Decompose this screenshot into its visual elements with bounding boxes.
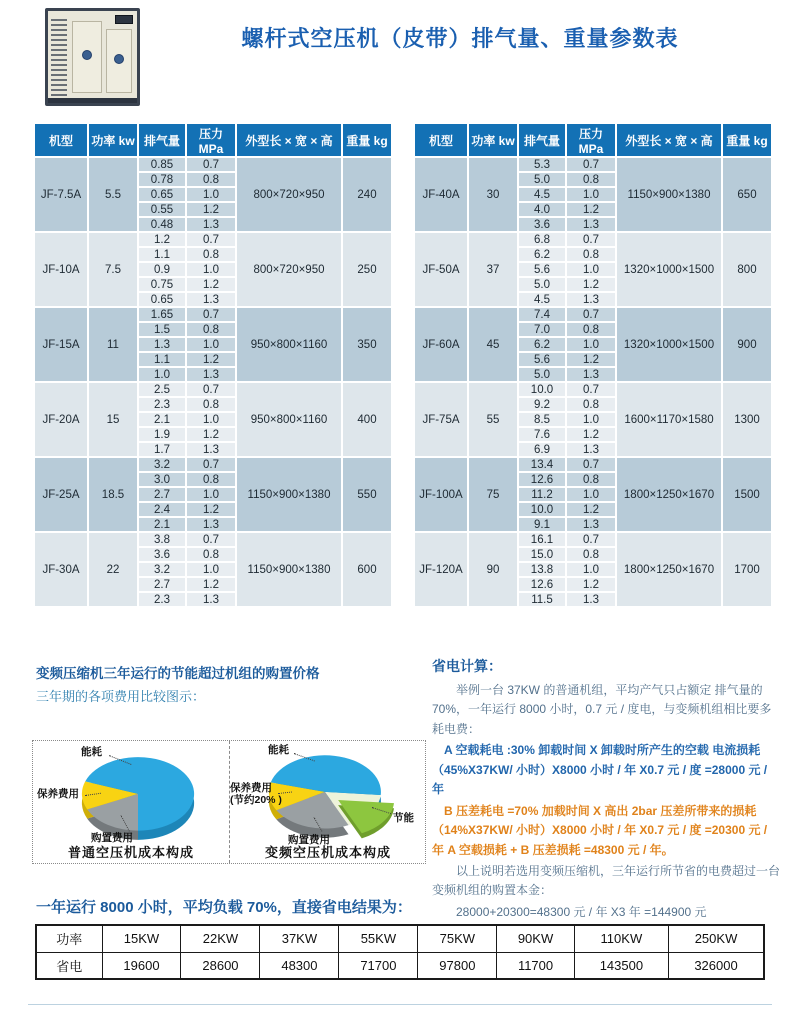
spec-header-cell: 功率 kw	[469, 124, 517, 156]
spec-header-cell: 压力 MPa	[187, 124, 235, 156]
result-table-body	[36, 925, 764, 979]
pie-label-purchase: 购置费用	[288, 834, 330, 846]
brand-logo-dot	[114, 54, 124, 64]
pressure-cell: 1.3	[187, 293, 235, 306]
pie-caption-normal: 普通空压机成本构成	[67, 845, 194, 860]
result-power-cell: 55KW	[339, 925, 418, 952]
displacement-cell: 3.2	[139, 458, 185, 471]
model-cell: JF-75A	[415, 383, 467, 456]
vent-grille	[51, 19, 67, 97]
spec-row	[415, 458, 771, 471]
displacement-cell: 5.3	[519, 158, 565, 171]
displacement-cell: 16.1	[519, 533, 565, 546]
pressure-cell: 1.2	[567, 503, 615, 516]
spec-table-left	[33, 122, 393, 608]
power-cell: 37	[469, 233, 517, 306]
spec-header-cell: 压力 MPa	[567, 124, 615, 156]
saving-calc-para2: 以上说明若选用变频压缩机，三年运行所节省的电费超过一台变频机组的购置本金：	[432, 863, 781, 898]
brand-logo-dot	[82, 50, 92, 60]
model-cell: JF-40A	[415, 158, 467, 231]
displacement-cell: 12.6	[519, 578, 565, 591]
result-saving-cell: 19600	[102, 952, 181, 979]
pressure-cell: 1.2	[567, 353, 615, 366]
pressure-cell: 0.7	[567, 383, 615, 396]
pie-label-purchase: 购置费用	[91, 832, 133, 844]
weight-cell: 600	[343, 533, 391, 606]
dimensions-cell: 800×720×950	[237, 158, 341, 231]
pressure-cell: 0.8	[187, 173, 235, 186]
result-power-cell: 250KW	[669, 925, 764, 952]
saving-calc-section	[432, 656, 780, 924]
pressure-cell: 1.2	[187, 203, 235, 216]
spec-table-left-header	[35, 124, 391, 156]
spec-table-right	[413, 122, 773, 608]
pressure-cell: 1.2	[187, 278, 235, 291]
displacement-cell: 1.1	[139, 353, 185, 366]
displacement-cell: 15.0	[519, 548, 565, 561]
spec-header-cell: 机型	[415, 124, 467, 156]
spec-header-cell: 机型	[35, 124, 87, 156]
displacement-cell: 3.2	[139, 563, 185, 576]
dimensions-cell: 1150×900×1380	[617, 158, 721, 231]
pressure-cell: 0.8	[187, 473, 235, 486]
pressure-cell: 1.2	[187, 428, 235, 441]
model-cell: JF-15A	[35, 308, 87, 381]
displacement-cell: 5.0	[519, 173, 565, 186]
displacement-cell: 13.8	[519, 563, 565, 576]
model-cell: JF-7.5A	[35, 158, 87, 231]
result-power-cell: 90KW	[497, 925, 574, 952]
displacement-cell: 0.65	[139, 188, 185, 201]
displacement-cell: 2.1	[139, 413, 185, 426]
displacement-cell: 1.7	[139, 443, 185, 456]
result-table	[35, 924, 765, 980]
displacement-cell: 4.5	[519, 293, 565, 306]
pressure-cell: 1.2	[187, 353, 235, 366]
pressure-cell: 0.8	[567, 548, 615, 561]
control-display	[115, 15, 133, 24]
pressure-cell: 0.8	[187, 548, 235, 561]
dimensions-cell: 1800×1250×1670	[617, 533, 721, 606]
pressure-cell: 0.7	[567, 158, 615, 171]
result-saving-cell: 11700	[497, 952, 574, 979]
displacement-cell: 0.65	[139, 293, 185, 306]
pie-label-saving: 节能	[393, 812, 414, 824]
displacement-cell: 8.5	[519, 413, 565, 426]
displacement-cell: 2.7	[139, 578, 185, 591]
spec-row	[415, 383, 771, 396]
weight-cell: 350	[343, 308, 391, 381]
power-cell: 55	[469, 383, 517, 456]
spec-header-cell: 排气量	[519, 124, 565, 156]
cabinet-panel	[72, 21, 102, 93]
pressure-cell: 1.0	[187, 263, 235, 276]
dimensions-cell: 1600×1170×1580	[617, 383, 721, 456]
displacement-cell: 1.65	[139, 308, 185, 321]
displacement-cell: 1.0	[139, 368, 185, 381]
displacement-cell: 10.0	[519, 503, 565, 516]
displacement-cell: 13.4	[519, 458, 565, 471]
pressure-cell: 1.3	[187, 518, 235, 531]
displacement-cell: 1.2	[139, 233, 185, 246]
model-cell: JF-10A	[35, 233, 87, 306]
weight-cell: 400	[343, 383, 391, 456]
displacement-cell: 1.5	[139, 323, 185, 336]
power-cell: 90	[469, 533, 517, 606]
displacement-cell: 2.7	[139, 488, 185, 501]
pressure-cell: 1.0	[567, 338, 615, 351]
pressure-cell: 0.7	[187, 383, 235, 396]
displacement-cell: 0.9	[139, 263, 185, 276]
pressure-cell: 1.3	[567, 443, 615, 456]
result-row-label: 功率	[36, 925, 102, 952]
model-cell: JF-50A	[415, 233, 467, 306]
result-row-label: 省电	[36, 952, 102, 979]
pressure-cell: 1.0	[187, 338, 235, 351]
cost-section-subheading: 三年期的各项费用比较图示：	[36, 689, 206, 704]
result-saving-cell: 97800	[418, 952, 497, 979]
weight-cell: 650	[723, 158, 771, 231]
model-cell: JF-100A	[415, 458, 467, 531]
result-power-cell: 37KW	[260, 925, 339, 952]
weight-cell: 250	[343, 233, 391, 306]
displacement-cell: 3.8	[139, 533, 185, 546]
pressure-cell: 1.3	[187, 593, 235, 606]
pressure-cell: 1.2	[567, 203, 615, 216]
pressure-cell: 1.3	[567, 293, 615, 306]
result-saving-cell: 326000	[669, 952, 764, 979]
dimensions-cell: 1800×1250×1670	[617, 458, 721, 531]
power-cell: 5.5	[89, 158, 137, 231]
pressure-cell: 0.7	[187, 308, 235, 321]
pressure-cell: 1.0	[567, 188, 615, 201]
result-saving-cell: 28600	[181, 952, 260, 979]
spec-table-right-header	[415, 124, 771, 156]
weight-cell: 1300	[723, 383, 771, 456]
pressure-cell: 1.0	[567, 488, 615, 501]
displacement-cell: 9.1	[519, 518, 565, 531]
dimensions-cell: 950×800×1160	[237, 383, 341, 456]
spec-row	[415, 233, 771, 246]
model-cell: JF-30A	[35, 533, 87, 606]
page-title: 螺杆式空压机（皮带）排气量、重量参数表	[241, 26, 679, 51]
power-cell: 45	[469, 308, 517, 381]
displacement-cell: 2.4	[139, 503, 185, 516]
weight-cell: 1500	[723, 458, 771, 531]
cost-section-heading: 变频压缩机三年运行的节能超过机组的购置价格	[36, 666, 320, 681]
model-cell: JF-20A	[35, 383, 87, 456]
result-power-cell: 75KW	[418, 925, 497, 952]
pressure-cell: 1.0	[187, 413, 235, 426]
spec-table-right-body	[415, 158, 771, 606]
result-heading: 一年运行 8000 小时，平均负载 70%，直接省电结果为：	[36, 899, 412, 916]
pie-chart-vfd-compressor	[230, 741, 426, 863]
pie-label-maintenance-note: (节约20% )	[230, 793, 282, 806]
saving-calc-para1: 举例一台 37KW 的普通机组，平均产气只占额定 排气量的 70%，一年运行 8000 小时，0.7 元 / 度电，与变频机组相比要多耗电费：	[432, 683, 772, 736]
spec-header-cell: 功率 kw	[89, 124, 137, 156]
spec-row	[35, 533, 391, 546]
pressure-cell: 1.3	[567, 593, 615, 606]
power-cell: 30	[469, 158, 517, 231]
pressure-cell: 1.2	[187, 503, 235, 516]
displacement-cell: 0.85	[139, 158, 185, 171]
spec-header-cell: 重量 kg	[723, 124, 771, 156]
displacement-cell: 7.6	[519, 428, 565, 441]
displacement-cell: 3.0	[139, 473, 185, 486]
displacement-cell: 2.3	[139, 398, 185, 411]
pressure-cell: 1.3	[567, 218, 615, 231]
displacement-cell: 0.75	[139, 278, 185, 291]
spec-row	[35, 158, 391, 171]
pressure-cell: 0.7	[567, 533, 615, 546]
pressure-cell: 1.3	[187, 368, 235, 381]
pressure-cell: 0.7	[187, 158, 235, 171]
result-saving-cell: 48300	[260, 952, 339, 979]
displacement-cell: 5.0	[519, 278, 565, 291]
spec-row	[35, 233, 391, 246]
spec-header-row	[415, 124, 771, 156]
result-power-cell: 22KW	[181, 925, 260, 952]
displacement-cell: 6.2	[519, 248, 565, 261]
dimensions-cell: 1320×1000×1500	[617, 233, 721, 306]
pressure-cell: 0.7	[187, 458, 235, 471]
power-cell: 11	[89, 308, 137, 381]
weight-cell: 800	[723, 233, 771, 306]
power-cell: 7.5	[89, 233, 137, 306]
pressure-cell: 1.0	[567, 263, 615, 276]
pie-label-energy: 能耗	[268, 744, 289, 756]
displacement-cell: 2.3	[139, 593, 185, 606]
displacement-cell: 5.6	[519, 263, 565, 276]
displacement-cell: 7.0	[519, 323, 565, 336]
weight-cell: 550	[343, 458, 391, 531]
pressure-cell: 1.0	[567, 413, 615, 426]
pressure-cell: 1.2	[567, 428, 615, 441]
spec-header-cell: 外型长 × 宽 × 高	[617, 124, 721, 156]
pressure-cell: 0.8	[567, 473, 615, 486]
displacement-cell: 11.5	[519, 593, 565, 606]
displacement-cell: 1.1	[139, 248, 185, 261]
footer-rule	[28, 1004, 772, 1005]
displacement-cell: 3.6	[519, 218, 565, 231]
displacement-cell: 10.0	[519, 383, 565, 396]
result-saving-cell: 143500	[574, 952, 668, 979]
dimensions-cell: 800×720×950	[237, 233, 341, 306]
saving-calc-item-b: B 压差耗电 =70% 加载时间 X 高出 2bar 压差所带来的损耗（14%X37KW/ 小时）X8000 小时 / 年 X0.7 元 / 度 =20300 元 / 年 A 空载损耗 + B 压差损耗 =48300 元 / 年。	[432, 803, 768, 857]
pie-label-maintenance	[230, 783, 282, 806]
pie-charts-box	[32, 740, 426, 864]
pressure-cell: 0.7	[187, 233, 235, 246]
spec-row	[415, 533, 771, 546]
displacement-cell: 0.48	[139, 218, 185, 231]
spec-table-left-body	[35, 158, 391, 606]
displacement-cell: 2.5	[139, 383, 185, 396]
pressure-cell: 0.7	[567, 308, 615, 321]
cabinet-panel	[106, 29, 132, 93]
displacement-cell: 4.0	[519, 203, 565, 216]
weight-cell: 240	[343, 158, 391, 231]
result-power-cell: 110KW	[574, 925, 668, 952]
spec-header-cell: 重量 kg	[343, 124, 391, 156]
power-cell: 15	[89, 383, 137, 456]
model-cell: JF-120A	[415, 533, 467, 606]
pressure-cell: 1.2	[187, 578, 235, 591]
pressure-cell: 1.0	[567, 563, 615, 576]
spec-row	[35, 308, 391, 321]
pressure-cell: 1.3	[567, 368, 615, 381]
weight-cell: 900	[723, 308, 771, 381]
displacement-cell: 5.6	[519, 353, 565, 366]
pressure-cell: 1.2	[567, 278, 615, 291]
power-cell: 18.5	[89, 458, 137, 531]
compressor-product-image	[45, 8, 140, 106]
displacement-cell: 6.2	[519, 338, 565, 351]
result-power-row	[36, 925, 764, 952]
displacement-cell: 7.4	[519, 308, 565, 321]
model-cell: JF-60A	[415, 308, 467, 381]
pressure-cell: 0.7	[187, 533, 235, 546]
displacement-cell: 0.55	[139, 203, 185, 216]
pressure-cell: 1.3	[567, 518, 615, 531]
displacement-cell: 0.78	[139, 173, 185, 186]
spec-row	[35, 458, 391, 471]
spec-row	[415, 308, 771, 321]
pressure-cell: 0.8	[567, 323, 615, 336]
pressure-cell: 0.7	[567, 458, 615, 471]
pressure-cell: 1.0	[187, 488, 235, 501]
pressure-cell: 1.3	[187, 218, 235, 231]
displacement-cell: 5.0	[519, 368, 565, 381]
result-saving-row	[36, 952, 764, 979]
pressure-cell: 0.8	[187, 398, 235, 411]
pressure-cell: 0.7	[567, 233, 615, 246]
spec-row	[35, 383, 391, 396]
displacement-cell: 11.2	[519, 488, 565, 501]
pressure-cell: 1.2	[567, 578, 615, 591]
displacement-cell: 9.2	[519, 398, 565, 411]
displacement-cell: 6.9	[519, 443, 565, 456]
weight-cell: 1700	[723, 533, 771, 606]
spec-row	[415, 158, 771, 171]
displacement-cell: 1.3	[139, 338, 185, 351]
saving-calc-title: 省电计算：	[432, 658, 502, 674]
pie-label-maintenance-text: 保养费用	[230, 782, 272, 794]
result-saving-cell: 71700	[339, 952, 418, 979]
machine-base	[48, 98, 137, 103]
spec-header-cell: 外型长 × 宽 × 高	[237, 124, 341, 156]
displacement-cell: 2.1	[139, 518, 185, 531]
pressure-cell: 0.8	[187, 323, 235, 336]
power-cell: 75	[469, 458, 517, 531]
pressure-cell: 0.8	[187, 248, 235, 261]
dimensions-cell: 950×800×1160	[237, 308, 341, 381]
displacement-cell: 3.6	[139, 548, 185, 561]
spec-header-row	[35, 124, 391, 156]
dimensions-cell: 1320×1000×1500	[617, 308, 721, 381]
spec-header-cell: 排气量	[139, 124, 185, 156]
saving-calc-formula: 28000+20300=48300 元 / 年 X3 年 =144900 元	[456, 904, 707, 919]
pie-chart-normal-compressor	[33, 741, 229, 863]
displacement-cell: 6.8	[519, 233, 565, 246]
displacement-cell: 12.6	[519, 473, 565, 486]
pressure-cell: 1.0	[187, 563, 235, 576]
displacement-cell: 1.9	[139, 428, 185, 441]
model-cell: JF-25A	[35, 458, 87, 531]
pressure-cell: 1.3	[187, 443, 235, 456]
dimensions-cell: 1150×900×1380	[237, 458, 341, 531]
pressure-cell: 0.8	[567, 173, 615, 186]
result-power-cell: 15KW	[102, 925, 181, 952]
saving-calc-item-a: A 空载耗电 :30% 卸载时间 X 卸载时所产生的空载 电流损耗（45%X37KW/ 小时）X8000 小时 / 年 X0.7 元 / 度 =28000 元 / 年	[432, 743, 768, 797]
pressure-cell: 0.8	[567, 398, 615, 411]
pie-label-maintenance: 保养费用	[37, 788, 79, 800]
displacement-cell: 4.5	[519, 188, 565, 201]
pie-caption-vfd: 变频空压机成本构成	[264, 845, 391, 860]
pressure-cell: 0.8	[567, 248, 615, 261]
power-cell: 22	[89, 533, 137, 606]
pressure-cell: 1.0	[187, 188, 235, 201]
pie-label-energy: 能耗	[81, 746, 102, 758]
dimensions-cell: 1150×900×1380	[237, 533, 341, 606]
